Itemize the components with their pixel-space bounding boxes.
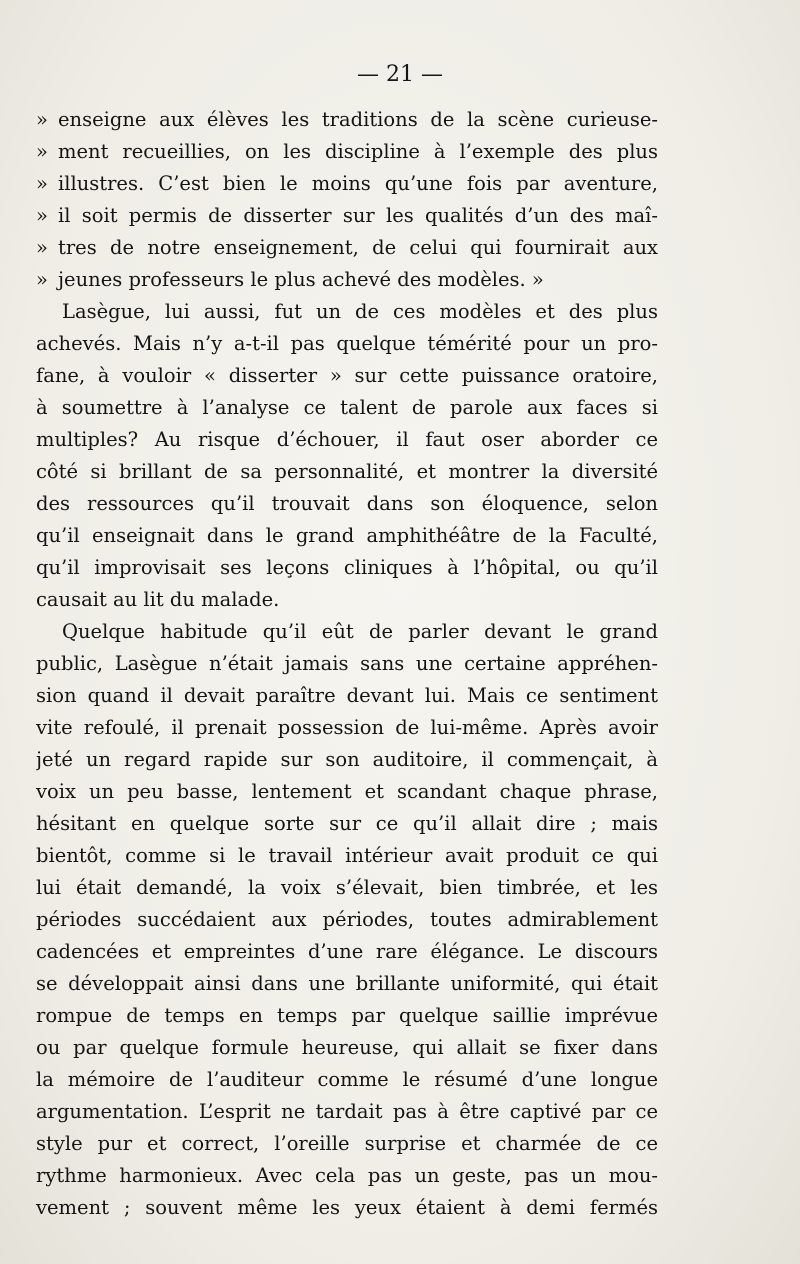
line-text: illustres. C’est bien le moins qu’une fois par aventure, <box>58 172 658 195</box>
text-line <box>36 968 658 1000</box>
line-text: vement ; souvent même les yeux étaient à demi fermés <box>36 1196 658 1219</box>
quotation-mark: » <box>36 140 48 163</box>
line-text: Lasègue, lui aussi, fut un de ces modèles et des plus <box>62 300 658 323</box>
text-line <box>36 136 658 168</box>
quotation-mark: » <box>36 108 48 131</box>
line-text: ou par quelque formule heureuse, qui allait se fixer dans <box>36 1036 658 1059</box>
line-text: argumentation. L’esprit ne tardait pas à être captivé par ce <box>36 1100 658 1123</box>
line-text: sion quand il devait paraître devant lui. Mais ce sentiment <box>36 684 658 707</box>
text-line <box>36 680 658 712</box>
line-text: style pur et correct, l’oreille surprise et charmée de ce <box>36 1132 658 1155</box>
line-text: périodes succédaient aux périodes, toutes admirablement <box>36 908 658 931</box>
line-text: Quelque habitude qu’il eût de parler devant le grand <box>62 620 658 643</box>
line-text: fane, à vouloir « disserter » sur cette puissance oratoire, <box>36 364 658 387</box>
text-line <box>36 552 658 584</box>
text-line <box>36 328 658 360</box>
line-text: des ressources qu’il trouvait dans son éloquence, selon <box>36 492 658 515</box>
line-text: qu’il enseignait dans le grand amphithéâtre de la Faculté, <box>36 524 658 547</box>
line-text: qu’il improvisait ses leçons cliniques à l’hôpital, ou qu’il <box>36 556 658 579</box>
line-text: voix un peu basse, lentement et scandant chaque phrase, <box>36 780 658 803</box>
text-line <box>36 104 658 136</box>
quotation-mark: » <box>36 172 48 195</box>
line-text: rythme harmonieux. Avec cela pas un geste, pas un mou- <box>36 1164 658 1187</box>
text-line <box>36 1160 658 1192</box>
line-text: multiples? Au risque d’échouer, il faut oser aborder ce <box>36 428 658 451</box>
text-line <box>36 1032 658 1064</box>
text-line <box>36 872 658 904</box>
line-text: jeté un regard rapide sur son auditoire, il commençait, à <box>36 748 658 771</box>
text-line <box>36 1064 658 1096</box>
text-line <box>36 232 658 264</box>
line-text: la mémoire de l’auditeur comme le résumé d’une longue <box>36 1068 658 1091</box>
line-text: vite refoulé, il prenait possession de lui-même. Après avoir <box>36 716 658 739</box>
text-line <box>36 360 658 392</box>
page-number: — 21 — <box>357 62 443 87</box>
line-text: lui était demandé, la voix s’élevait, bien timbrée, et les <box>36 876 658 899</box>
line-text: hésitant en quelque sorte sur ce qu’il allait dire ; mais <box>36 812 658 835</box>
body-text <box>36 104 658 1224</box>
text-line <box>36 712 658 744</box>
line-text: bientôt, comme si le travail intérieur avait produit ce qui <box>36 844 658 867</box>
text-line <box>36 840 658 872</box>
text-line <box>36 616 658 648</box>
line-text: achevés. Mais n’y a-t-il pas quelque témérité pour un pro- <box>36 332 658 355</box>
text-line <box>36 776 658 808</box>
text-line <box>36 1128 658 1160</box>
line-text: cadencées et empreintes d’une rare élégance. Le discours <box>36 940 658 963</box>
line-text: ment recueillies, on les discipline à l’exemple des plus <box>58 140 658 163</box>
text-line <box>36 392 658 424</box>
quotation-mark: » <box>36 204 48 227</box>
text-line <box>36 264 658 296</box>
line-text: public, Lasègue n’était jamais sans une certaine appréhen- <box>36 652 658 675</box>
line-text: jeunes professeurs le plus achevé des modèles. » <box>58 268 544 291</box>
line-text: il soit permis de disserter sur les qualités d’un des maî- <box>58 204 658 227</box>
text-line <box>36 744 658 776</box>
text-line <box>36 520 658 552</box>
text-line <box>36 488 658 520</box>
line-text: se développait ainsi dans une brillante uniformité, qui était <box>36 972 658 995</box>
text-line <box>36 168 658 200</box>
text-line <box>36 200 658 232</box>
quotation-mark: » <box>36 268 48 291</box>
text-line <box>36 424 658 456</box>
text-line <box>36 1192 658 1224</box>
text-line <box>36 808 658 840</box>
line-text: enseigne aux élèves les traditions de la scène curieuse- <box>58 108 658 131</box>
text-line <box>36 456 658 488</box>
text-line <box>36 936 658 968</box>
text-line <box>36 1096 658 1128</box>
quotation-mark: » <box>36 236 48 259</box>
line-text: tres de notre enseignement, de celui qui fournirait aux <box>58 236 658 259</box>
text-line <box>36 584 658 616</box>
line-text: causait au lit du malade. <box>36 588 280 611</box>
text-line <box>36 648 658 680</box>
text-line <box>36 904 658 936</box>
line-text: à soumettre à l’analyse ce talent de parole aux faces si <box>36 396 658 419</box>
text-line <box>36 1000 658 1032</box>
text-line <box>36 296 658 328</box>
line-text: côté si brillant de sa personnalité, et montrer la diversité <box>36 460 658 483</box>
line-text: rompue de temps en temps par quelque saillie imprévue <box>36 1004 658 1027</box>
